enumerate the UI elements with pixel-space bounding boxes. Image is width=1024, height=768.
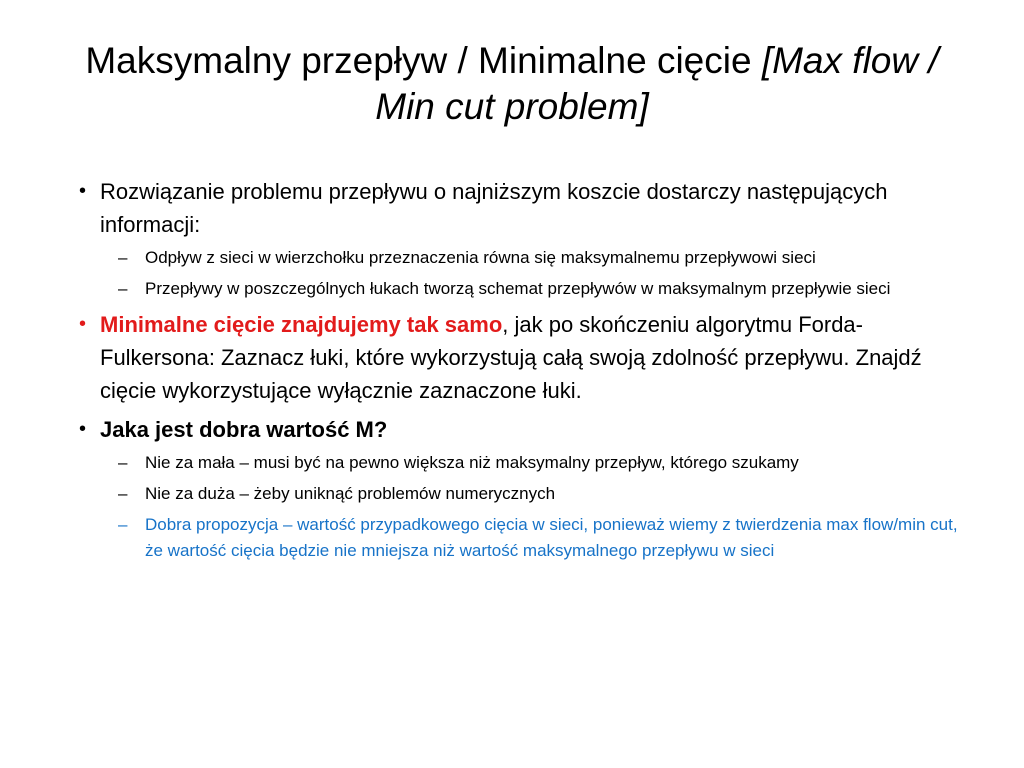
slide-title bbox=[70, 38, 954, 130]
dash-marker: – bbox=[118, 484, 128, 503]
sub-list bbox=[100, 450, 972, 564]
sub-item bbox=[100, 481, 972, 507]
dash-marker: – bbox=[118, 453, 128, 472]
bullet-list bbox=[72, 175, 972, 564]
sub-item-proposal bbox=[100, 512, 972, 564]
title-normal: Maksymalny przepływ / Minimalne cięcie bbox=[85, 40, 762, 81]
bullet-item-1 bbox=[72, 175, 972, 302]
sub-item-text: Odpływ z sieci w wierzchołku przeznaczenia równa się maksymalnemu przepływowi sieci bbox=[145, 248, 816, 267]
sub-item-text: Przepływy w poszczególnych łukach tworzą schemat przepływów w maksymalnym przepływie sieci bbox=[145, 279, 891, 298]
bullet-marker: • bbox=[79, 418, 87, 440]
dash-marker: – bbox=[118, 248, 128, 267]
title-italic: [Max flow / Min cut problem] bbox=[375, 40, 939, 127]
sub-item bbox=[100, 450, 972, 476]
dash-marker: – bbox=[118, 515, 128, 534]
bullet-marker: • bbox=[79, 180, 87, 202]
bullet-marker: • bbox=[79, 313, 87, 335]
sub-list bbox=[100, 245, 972, 302]
dash-marker: – bbox=[118, 279, 128, 298]
sub-item-text: Nie za duża – żeby uniknąć problemów numerycznych bbox=[145, 484, 556, 503]
bullet-text: , jak po skończeniu algorytmu Forda-Fulkersona: Zaznacz łuki, które wykorzystują całą swoją zdolność przepływu. Znajdź cięcie wykorzystujące wyłącznie zaznaczone łuki. bbox=[100, 312, 922, 403]
sub-item-text: Dobra propozycja – wartość przypadkowego cięcia w sieci, ponieważ wiemy z twierdzenia max flow/min cut, że wartość cięcia będzie nie mniejsza niż wartość maksymalnego przepływu w sieci bbox=[145, 515, 958, 560]
sub-item bbox=[100, 245, 972, 271]
bullet-text: Rozwiązanie problemu przepływu o najniższym koszcie dostarczy następujących informacji: bbox=[100, 179, 888, 237]
bullet-item-3 bbox=[72, 413, 972, 564]
slide-content bbox=[72, 175, 972, 570]
bullet-item-2 bbox=[72, 308, 972, 407]
sub-item bbox=[100, 276, 972, 302]
sub-item-text: Nie za mała – musi być na pewno większa niż maksymalny przepływ, którego szukamy bbox=[145, 453, 799, 472]
bullet-highlight: Minimalne cięcie znajdujemy tak samo bbox=[100, 312, 503, 337]
bullet-text: Jaka jest dobra wartość M? bbox=[100, 417, 388, 442]
